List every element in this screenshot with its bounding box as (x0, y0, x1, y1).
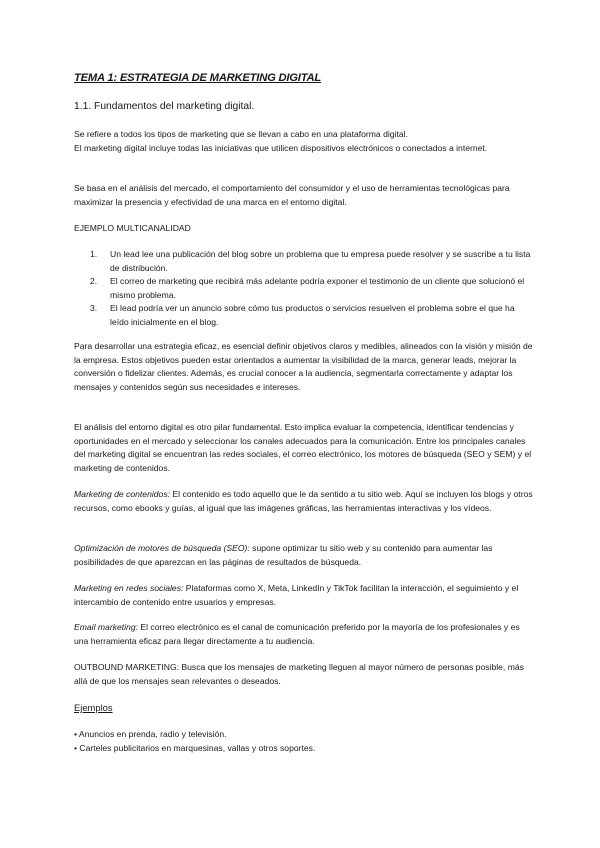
seo-paragraph (74, 542, 534, 569)
list-item: • Anuncios en prenda, radio y televisión. (74, 729, 227, 739)
list-item (74, 275, 534, 302)
list-item-text: El correo de marketing que recibirá más adelante podría exponer el testimonio de un cliente que solucionó el mismo problema. (110, 276, 525, 300)
intro-paragraph (74, 128, 534, 155)
section-heading-1-1: 1.1. Fundamentos del marketing digital. (74, 101, 255, 112)
intro-line-1: Se refiere a todos los tipos de marketing que se llevan a cabo en una plataforma digital. (74, 129, 408, 139)
list-item (74, 248, 534, 275)
social-paragraph (74, 582, 534, 609)
multichannel-heading: EJEMPLO MULTICANALIDAD (74, 223, 191, 233)
document-title: TEMA 1: ESTRATEGIA DE MARKETING DIGITAL (74, 72, 322, 84)
list-item: • Carteles publicitarios en marquesinas, vallas y otros soportes. (74, 743, 316, 753)
email-label: Email marketing: (74, 622, 138, 632)
list-item-number: 1. (90, 249, 98, 259)
list-item-number: 2. (90, 276, 98, 287)
content-marketing-label: Marketing de contenidos: (74, 489, 171, 499)
social-text: Plataformas como X, Meta, LinkedIn y TikTok facilitan la interacción, el seguimiento y el intercambio de contenido entre usuarios y empresas. (74, 583, 519, 607)
strategy-paragraph: Para desarrollar una estrategia eficaz, es esencial definir objetivos claros y medibles, alineados con la visión y misión de la empresa. Estos objetivos pueden estar orientados a aumentar la visibilidad de la marca, generar leads, mejorar la conversión o fidelizar clientes. Además, es crucial conocer a la audiencia, segmentarla correctamente y adaptar los mensajes y contenidos según sus necesidades e intereses. (74, 341, 533, 392)
examples-heading: Ejemplos (74, 702, 113, 713)
list-item-text: Un lead lee una publicación del blog sobre un problema que tu empresa puede resolver y se suscribe a tu lista de distribución. (110, 249, 531, 273)
environment-paragraph: El análisis del entorno digital es otro pilar fundamental. Esto implica evaluar la competencia, identificar tendencias y oportunidades en el mercado y seleccionar los canales adecuados para la comunicación. Entre los principales canales del marketing digital se encuentran las redes sociales, el correo electrónico, los motores de búsqueda (SEO y SEM) y el marketing de contenidos. (74, 422, 532, 473)
content-marketing-paragraph (74, 488, 534, 515)
seo-text: supone optimizar tu sitio web y su contenido para aumentar las posibilidades de que aparezcan en las páginas de resultados de búsqueda. (74, 543, 493, 567)
content-marketing-text: El contenido es todo aquello que le da sentido a tu sitio web. Aquí se incluyen los blogs y otros recursos, como ebooks y guías, al igual que las imágenes gráficas, las herramientas interactivas y los vídeos. (74, 489, 533, 513)
intro-line-2: El marketing digital incluye todas las iniciativas que utilicen dispositivos electrónicos o conectados a internet. (74, 142, 488, 153)
list-item (74, 302, 534, 329)
email-text: El correo electrónico es el canal de comunicación preferido por la mayoría de los profesionales y es una herramienta eficaz para llegar directamente a tu audiencia. (74, 622, 520, 646)
outbound-paragraph: OUTBOUND MARKETING: Busca que los mensajes de marketing lleguen al mayor número de personas posible, más allá de que los mensajes sean relevantes o deseados. (74, 662, 524, 686)
list-item-text: El lead podría ver un anuncio sobre cómo tus productos o servicios resuelven el problema sobre el que ha leído inicialmente en el blog. (110, 303, 515, 327)
social-label: Marketing en redes sociales: (74, 583, 184, 593)
examples-list (74, 727, 315, 755)
basis-paragraph: Se basa en el análisis del mercado, el comportamiento del consumidor y el uso de herramientas tecnológicas para maximizar la presencia y efectividad de una marca en el entorno digital. (74, 183, 510, 207)
email-paragraph (74, 621, 534, 648)
multichannel-list (74, 248, 534, 330)
seo-label: Optimización de motores de búsqueda (SEO): (74, 543, 250, 553)
list-item-number: 3. (90, 303, 98, 314)
